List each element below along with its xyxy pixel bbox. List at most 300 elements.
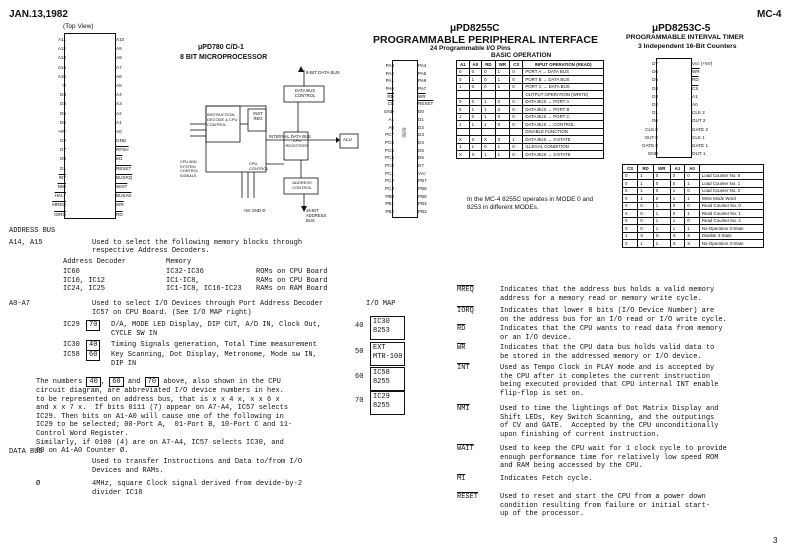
data-bus-desc-line1: Used to transfer Instructions and Data to/from I/O <box>92 458 303 466</box>
table-cell: 0 <box>638 210 654 218</box>
signal-desc-line: Indicates that the address bus holds a valid memory <box>500 286 715 294</box>
inst-reg-label: INST REG <box>253 111 263 121</box>
table-row <box>457 98 604 106</box>
table-cell: 1 <box>670 187 685 195</box>
right-pin: WAIT <box>116 184 128 189</box>
left-pin: CLK 0 <box>645 126 658 132</box>
signal-desc-line: Indicates that lower 8 bits (I/O Device Number) are <box>500 307 715 315</box>
a0-desc-line1: Used to select I/O Devices through Port Address Decoder <box>92 300 324 308</box>
left-pin: D7 <box>652 61 658 66</box>
io-ic-label: IC30 <box>63 341 80 349</box>
table-cell: 1 <box>495 143 510 151</box>
control-signals-label: CPU AND SYSTEM CONTROL SIGNALS <box>180 160 199 178</box>
left-pin: PC6 <box>385 139 394 145</box>
table-header-cell: A0 <box>685 165 700 173</box>
decoder-cell: RAMs on RAM Board <box>256 285 328 294</box>
table-cell: 0 <box>653 172 670 180</box>
right-pin: BUSRQ <box>116 174 133 180</box>
table-cell: 1 <box>653 240 670 248</box>
block-diagram-svg <box>176 64 366 220</box>
table-cell: 1 <box>653 202 670 210</box>
table-row <box>457 106 604 114</box>
io-map-address: 70 <box>355 397 364 405</box>
table-cell: 0 <box>510 113 523 121</box>
right-pin: D7 <box>418 162 424 168</box>
left-pin: MREQ <box>52 202 66 208</box>
table-cell: 0 <box>653 195 670 203</box>
table-cell: 0 <box>623 172 638 180</box>
memory-header: Memory <box>166 258 192 266</box>
table-cell: 0 <box>685 172 700 180</box>
table-cell <box>457 128 470 136</box>
right-pin: A1 <box>692 93 698 99</box>
left-pin: PA1 <box>385 78 394 84</box>
left-pin: PB0 <box>385 193 394 199</box>
left-pin: D1 <box>652 110 658 116</box>
ppi-title: PROGRAMMABLE PERIPHERAL INTERFACE <box>373 34 598 46</box>
table-cell <box>457 91 470 99</box>
ppi-model: μPD8255C <box>450 23 500 34</box>
signal-desc-line: address for a memory read or memory write cycle. <box>500 294 702 303</box>
signal-desc-line: upon finishing of current instruction. <box>500 430 660 439</box>
right-pin: PB6 <box>418 186 427 191</box>
table-cell <box>482 91 495 99</box>
right-pin: BUSAK <box>116 193 132 199</box>
table-row <box>457 83 604 91</box>
left-pin: A11 <box>58 37 66 42</box>
power-pins-label: +5V GND Φ <box>243 208 266 213</box>
table-cell <box>469 91 482 99</box>
table-cell: 0 <box>638 217 654 225</box>
right-pin: D5 <box>418 147 424 153</box>
ppi-chip-body <box>392 60 418 218</box>
right-pin: D0 <box>418 109 424 115</box>
left-pin: A13 <box>57 55 66 61</box>
cpu-control-label: CPU CONTROL <box>249 161 269 171</box>
table-cell <box>510 128 523 136</box>
table-cell: 1 <box>653 210 670 218</box>
table-cell: 0 <box>623 202 638 210</box>
table-cell: X <box>670 240 685 248</box>
left-pin: D5 <box>652 77 658 83</box>
right-pin: $\overline{RD}$ <box>692 77 699 83</box>
right-pin: D6 <box>418 155 424 161</box>
table-cell: Load Counter No. 1 <box>699 180 763 188</box>
signal-name: $\overline{NMI}$ <box>457 405 470 413</box>
table-cell: 0 <box>653 180 670 188</box>
table-cell: 1 <box>457 121 470 129</box>
table-cell: 0 <box>685 217 700 225</box>
io-desc-line1: D/A, MODE LED Display, DIP CUT, A/D IN, Clock Out, <box>111 321 322 329</box>
document-date: JAN.13,1982 <box>9 9 68 20</box>
table-header-cell: RD <box>638 165 654 173</box>
io-desc-line1: Key Scanning, Dot Display, Metronome, Mode sw IN, <box>111 351 317 359</box>
table-cell: 0 <box>670 210 685 218</box>
right-pin: CLK 2 <box>692 110 705 116</box>
table-cell: 1 <box>482 106 495 114</box>
table-cell: X <box>482 136 495 144</box>
left-pin: PB2 <box>385 209 394 215</box>
left-pin: $\overline{INT}$ <box>58 174 66 180</box>
io-map-chip: IC30 8253 <box>370 316 405 340</box>
para-line: to be represented on address bus, that is x x 4 x, x x 6 x <box>36 395 280 404</box>
table-cell: 0 <box>482 83 495 91</box>
table-cell: 1 <box>670 217 685 225</box>
table-cell: 1 <box>638 240 654 248</box>
right-pin: PA5 <box>418 70 427 76</box>
table-cell: X <box>685 232 700 240</box>
table-cell: 1 <box>469 121 482 129</box>
table-row <box>457 113 604 121</box>
left-pin: A12 <box>57 46 66 52</box>
page-number: 3 <box>773 536 778 545</box>
table-cell: DATA BUS → 3-STATE <box>523 136 604 144</box>
table-cell: 1 <box>482 113 495 121</box>
table-row <box>457 68 604 76</box>
table-cell: 1 <box>670 195 685 203</box>
left-pin: PC2 <box>385 178 394 184</box>
para-line: circuit diagram, are abbreviated I/O device numbers in hex. <box>36 387 284 395</box>
table-row <box>623 217 764 225</box>
para-line: 00 on A1-A0 Counter Ø. <box>36 447 129 456</box>
top-view-label: (Top View) <box>63 23 94 30</box>
a14-desc-line2: respective Address Decoders. <box>92 247 210 255</box>
right-pin: GATE 1 <box>692 142 708 148</box>
right-pin: A1 <box>116 119 122 125</box>
table-cell: 0 <box>495 98 510 106</box>
left-pin: D1 <box>60 165 66 171</box>
table-header-cell <box>699 165 763 173</box>
table-cell: X <box>457 151 470 159</box>
signal-desc-line: flip-flop is set on. <box>500 389 585 398</box>
table-cell: ILLEGAL CONDITION <box>523 143 604 151</box>
table-cell: 0 <box>469 68 482 76</box>
left-pin: D7 <box>60 147 66 153</box>
table-cell <box>482 128 495 136</box>
table-header-cell: A0 <box>469 61 482 69</box>
table-header-cell: A1 <box>457 61 470 69</box>
left-pin: D4 <box>652 85 658 91</box>
left-pin: PC0 <box>385 162 394 168</box>
table-cell: 0 <box>457 76 470 84</box>
io-map-address: 50 <box>355 348 364 356</box>
left-pin: D0 <box>652 118 658 124</box>
table-cell: 0 <box>495 113 510 121</box>
left-pin: A1 <box>388 116 394 122</box>
a14-desc-line1: Used to select the following memory blocks through <box>92 239 303 247</box>
table-cell: 0 <box>623 195 638 203</box>
cpu-subtitle: 8 BIT MICROPROCESSOR <box>180 54 268 61</box>
table-cell: 0 <box>510 68 523 76</box>
left-pin: D6 <box>652 69 658 75</box>
table-row <box>623 232 764 240</box>
table-row <box>457 136 604 144</box>
signal-desc-line: of CV and GATE. Accepted by the CPU unconditionally <box>500 422 719 431</box>
address-control-label: ADDRESS CONTROL <box>292 180 312 190</box>
table-cell: 0 <box>510 98 523 106</box>
io-map-chip: IC58 8255 <box>370 367 405 391</box>
table-cell: 0 <box>638 225 654 233</box>
ppi-chip-label: 8255 <box>401 127 407 138</box>
right-pin: PA4 <box>418 63 427 68</box>
para-line: Similarly, if 0100 (4) are on A7-A4, IC57 selects IC30, and <box>36 438 284 447</box>
address-bus-label: 16-BIT ADDRESS BUS <box>306 208 327 223</box>
left-pin: GND <box>383 109 394 115</box>
table-cell: 0 <box>510 76 523 84</box>
left-pin: $\overline{NMI}$ <box>57 184 66 189</box>
table-row <box>623 195 764 203</box>
table-cell: 0 <box>469 113 482 121</box>
table-cell: 0 <box>495 106 510 114</box>
table-cell: 1 <box>685 195 700 203</box>
table-cell: 0 <box>510 106 523 114</box>
table-cell: 0 <box>623 187 638 195</box>
signal-name: $\overline{INT}$ <box>457 364 470 372</box>
cpu-model-title: μPD780 C/D-1 <box>198 44 244 51</box>
cpu-registers-label: CPU REGISTERS <box>285 138 309 148</box>
table-cell: X <box>638 232 654 240</box>
signal-desc-line: enough performance time for relatively low speed ROM <box>500 453 719 462</box>
right-pin: GND <box>116 138 127 144</box>
internal-data-bus-label: INTERNAL DATA BUS <box>269 134 311 139</box>
right-pin: A0 <box>692 101 698 107</box>
table-cell: 1 <box>469 106 482 114</box>
table-cell: 0 <box>623 217 638 225</box>
left-pin: D3 <box>60 101 66 107</box>
table-cell: 0 <box>685 187 700 195</box>
instruction-decode-label: INSTRUCTION DECODE & CPU CONTROL <box>207 112 238 127</box>
table-row <box>623 225 764 233</box>
signal-desc-line: Indicates that the CPU wants to read data from memory <box>500 325 723 333</box>
table-cell: 0 <box>653 187 670 195</box>
ppi-left-pins <box>372 62 394 216</box>
table-cell: 0 <box>482 68 495 76</box>
table-cell: PORT A → DATA BUS <box>523 68 604 76</box>
table-cell: 1 <box>495 83 510 91</box>
a0-desc-line2: IC57 on CPU Board. (See I/O MAP right) <box>92 309 252 317</box>
table-cell: 1 <box>623 232 638 240</box>
table-cell: Read Counter No. 1 <box>699 210 763 218</box>
io-map-chip: EXT MTR-100 <box>370 342 405 366</box>
decoder-header: Address Decoder <box>63 258 127 266</box>
io-map-chip: IC29 8255 <box>370 391 405 415</box>
right-pin: D1 <box>418 116 424 122</box>
signal-desc-line: on the address bus for an I/O read or I/O write cycle. <box>500 315 727 324</box>
table-cell: 0 <box>482 76 495 84</box>
table-cell: 0 <box>670 172 685 180</box>
signal-desc-line: condition resulting from failure or initial start- <box>500 501 711 510</box>
code-box-40: 40 <box>86 377 100 387</box>
signal-desc-line: Used as Tempo Clock in PLAY mode and is accepted by <box>500 364 715 372</box>
para-line: Control Word Register. <box>36 430 129 438</box>
signal-name: IORQ <box>457 307 474 315</box>
alu-label: ALU <box>343 137 352 142</box>
table-cell: 1 <box>510 136 523 144</box>
left-pin: D4 <box>60 92 66 98</box>
basic-operation-title: BASIC OPERATION <box>491 52 552 59</box>
table-cell <box>495 128 510 136</box>
table-cell: 1 <box>457 143 470 151</box>
signal-desc-line: Indicates that the CPU data bus holds valid data to <box>500 344 715 352</box>
data-bus-control-label: DATA BUS CONTROL <box>294 88 316 98</box>
left-pin: D0 <box>60 156 66 162</box>
right-pin: PB3 <box>418 209 427 215</box>
table-cell: DATA BUS → CONTROL <box>523 121 604 129</box>
table-cell: Disable 3-State <box>699 232 763 240</box>
table-cell: No-Operation 3-State <box>699 225 763 233</box>
ppi-right-pins <box>418 62 450 216</box>
left-pin: HALT <box>54 193 66 199</box>
table-header-cell: A1 <box>670 165 685 173</box>
right-pin: M1 <box>116 156 123 162</box>
pit-subtitle: 3 Independent 16-Bit Counters <box>638 43 737 50</box>
table-row <box>457 91 604 99</box>
left-pin: OUT 0 <box>644 134 658 140</box>
table-row <box>457 121 604 129</box>
table-row <box>457 143 604 151</box>
right-pin: $\overline{WR}$ <box>692 69 700 75</box>
pit-operation-table <box>622 164 764 248</box>
left-pin: Φ <box>62 82 66 88</box>
decoder-cell: IC32-IC36 <box>166 268 204 276</box>
right-pin: $\overline{WR}$ <box>418 93 426 99</box>
table-header-cell: WR <box>653 165 670 173</box>
signal-name: $\overline{RD}$ <box>457 325 466 333</box>
right-pin: RFSH <box>116 147 129 153</box>
table-cell: 0 <box>482 143 495 151</box>
signal-name: MREQ <box>457 286 474 294</box>
io-map-address: 60 <box>355 373 364 381</box>
right-pin: A8 <box>116 55 122 61</box>
para-line-1: The numbers 40 , 60 and 70 above, also shown in the CPU <box>36 378 281 386</box>
table-row <box>623 172 764 180</box>
left-pin: IORQ <box>54 211 66 217</box>
signal-desc-line: and RAM being accessed by the CPU. <box>500 462 643 471</box>
signal-desc-line: Shift LEDs, Key Switch Scanning, and the outputings <box>500 413 715 422</box>
right-pin: GATE 2 <box>692 126 708 132</box>
left-pin: $\overline{RD}$ <box>387 93 394 99</box>
pit-model: μPD8253C-5 <box>652 23 711 34</box>
signal-name: WAIT <box>457 445 474 453</box>
z80-right-pins <box>116 35 176 219</box>
table-cell: 1 <box>685 180 700 188</box>
right-pin: PB7 <box>418 178 427 184</box>
left-pin: PC7 <box>385 132 394 138</box>
right-pin: CLK 1 <box>692 134 705 140</box>
right-pin: PA6 <box>418 78 427 84</box>
decoder-cell: IC10, IC12 <box>63 276 106 285</box>
left-pin: D6 <box>60 119 66 125</box>
table-cell: 0 <box>469 98 482 106</box>
data-bus-label: 8-BIT DATA BUS <box>306 70 340 75</box>
io-code-box: 70 <box>86 320 100 331</box>
table-cell: 0 <box>623 180 638 188</box>
table-cell: X <box>469 151 482 159</box>
left-pin: GATE 0 <box>642 142 658 148</box>
right-pin: A0 <box>116 128 122 134</box>
io-code-box: 40 <box>86 340 100 351</box>
decoder-cell: ROMs on CPU Board <box>256 268 328 276</box>
data-bus-heading: DATA BUS <box>9 448 43 456</box>
left-pin: A0 <box>388 124 394 130</box>
table-cell: OUTPUT OPERATION (WRITE) <box>523 91 604 99</box>
table-header-cell: RD <box>482 61 495 69</box>
right-pin: PB4 <box>418 201 427 207</box>
table-cell: DATA BUS → 3-STATE <box>523 151 604 159</box>
table-cell <box>495 91 510 99</box>
table-cell: Load Counter No. 0 <box>699 172 763 180</box>
table-cell: 0 <box>495 121 510 129</box>
right-pin: Vcc <box>418 170 426 176</box>
ppi-operation-table <box>456 60 604 159</box>
io-ic-label: IC29 <box>63 321 80 329</box>
table-cell: 0 <box>623 210 638 218</box>
right-pin: OUT 1 <box>692 151 706 157</box>
table-cell: 1 <box>670 225 685 233</box>
decoder-cell: IC60 <box>63 268 80 276</box>
data-bus-desc-line2: Devices and RAMs. <box>92 467 164 475</box>
table-header-cell: CS <box>623 165 638 173</box>
table-cell: 0 <box>685 202 700 210</box>
table-cell: X <box>469 136 482 144</box>
left-pin: D2 <box>60 138 66 144</box>
table-cell: 1 <box>457 113 470 121</box>
table-cell: 0 <box>457 106 470 114</box>
table-cell: 1 <box>495 68 510 76</box>
right-pin: A10 <box>116 37 125 42</box>
left-pin: PC5 <box>385 147 394 153</box>
table-cell: 0 <box>510 121 523 129</box>
a14-a15-label: A14, A15 <box>9 239 43 247</box>
right-pin: A6 <box>116 73 122 79</box>
left-pin: A15 <box>57 73 66 79</box>
table-cell: Read Counter No. 0 <box>699 202 763 210</box>
right-pin: Vcc (+5V) <box>692 61 713 66</box>
document-code: MC-4 <box>757 9 782 20</box>
decoder-cell: IC1-IC8, <box>166 276 200 285</box>
left-pin: D5 <box>60 110 66 116</box>
table-row <box>457 76 604 84</box>
right-pin: RESET <box>116 165 132 171</box>
code-box-60: 60 <box>109 377 123 387</box>
io-ic-label: IC58 <box>63 351 80 359</box>
table-cell: 1 <box>482 98 495 106</box>
table-cell: No-Operation 3-State <box>699 240 763 248</box>
table-cell: 0 <box>457 68 470 76</box>
right-pin: D3 <box>418 132 424 138</box>
io-map-title: I/O MAP <box>366 300 396 308</box>
table-cell: 1 <box>638 180 654 188</box>
table-cell: 0 <box>469 83 482 91</box>
right-pin: D4 <box>418 139 424 145</box>
table-cell: Load Counter No. 2 <box>699 187 763 195</box>
left-pin: D3 <box>652 93 658 99</box>
signal-desc-line: Used to time the lightings of Dot Matrix Display and <box>500 405 719 413</box>
left-pin: PA2 <box>385 70 394 76</box>
left-pin: GND <box>647 151 658 157</box>
signal-desc-line: the CPU after it completes the current instruction <box>500 372 711 381</box>
pit-right-pins <box>692 60 742 158</box>
z80-chip-body <box>64 33 116 219</box>
table-header-cell: CS <box>510 61 523 69</box>
table-cell: 0 <box>457 98 470 106</box>
io-code-box: 60 <box>86 350 100 361</box>
table-row <box>457 151 604 159</box>
table-cell: 0 <box>510 151 523 159</box>
table-cell: DATA BUS → PORT A <box>523 98 604 106</box>
right-pin: $\overline{RD}$ <box>116 211 123 217</box>
table-cell: 0 <box>670 202 685 210</box>
